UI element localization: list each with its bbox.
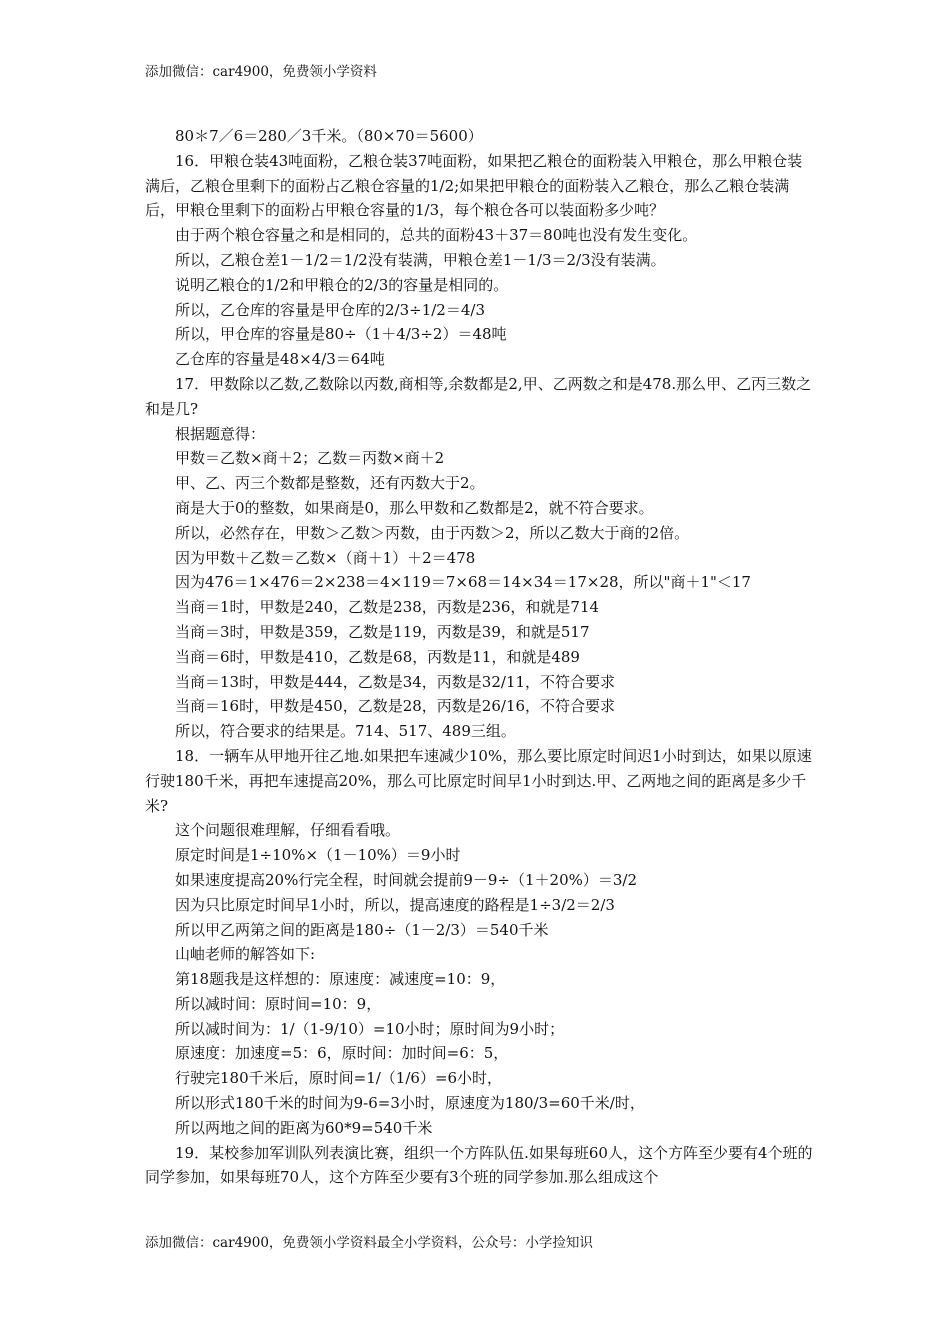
text-line: 行驶完180千米后，原时间=1/（1/6）=6小时， [175, 1069, 503, 1088]
text-line: 因为476＝1×476＝2×238＝4×119＝7×68＝14×34＝17×28，所以"商＋1"＜17 [175, 573, 751, 592]
page-header-watermark: 添加微信：car4900，免费领小学资料 [145, 64, 377, 80]
text-line: 所以，必然存在，甲数＞乙数＞丙数，由于丙数＞2，所以乙数大于商的2倍。 [175, 523, 690, 542]
text-line: 第18题我是这样想的：原速度：减速度=10：9， [175, 970, 506, 989]
text-line: 商是大于0的整数，如果商是0，那么甲数和乙数都是2，就不符合要求。 [175, 498, 654, 517]
text-line: 当商＝16时，甲数是450，乙数是28，丙数是26/16，不符合要求 [175, 697, 616, 716]
text-line: 所以甲乙两第之间的距离是180÷（1－2/3）＝540千米 [175, 920, 549, 939]
text-line: 当商＝1时，甲数是240，乙数是238，丙数是236，和就是714 [175, 598, 600, 617]
text-line: 因为甲数＋乙数＝乙数×（商＋1）＋2＝478 [175, 548, 476, 567]
text-line: 所以形式180千米的时间为9-6=3小时，原速度为180/3=60千米/时， [175, 1094, 645, 1113]
text-line: 当商＝3时，甲数是359，乙数是119，丙数是39，和就是517 [175, 622, 590, 641]
text-line: 乙仓库的容量是48×4/3＝64吨 [175, 350, 385, 369]
text-line: 所以，乙仓库的容量是甲仓库的2/3÷1/2＝4/3 [175, 300, 485, 319]
text-line: 所以两地之间的距离为60*9=540千米 [175, 1118, 433, 1137]
text-line: 这个问题很难理解，仔细看看哦。 [175, 821, 401, 840]
page-footer-watermark: 添加微信：car4900，免费领小学资料最全小学资料，公众号：小学捡知识 [145, 1235, 593, 1251]
text-line: 所以，乙粮仓差1－1/2＝1/2没有装满，甲粮仓差1－1/3＝2/3没有装满。 [175, 250, 666, 269]
text-line: 当商＝13时，甲数是444，乙数是34，丙数是32/11，不符合要求 [175, 672, 616, 691]
text-line: 所以减时间：原时间=10：9， [175, 994, 382, 1013]
text-line: 所以，甲仓库的容量是80÷（1＋4/3÷2）＝48吨 [175, 325, 507, 344]
text-line: 如果速度提高20%行完全程，时间就会提前9－9÷（1＋20%）＝3/2 [175, 870, 638, 889]
text-line: 因为只比原定时间早1小时，所以，提高速度的路程是1÷3/2＝2/3 [175, 895, 615, 914]
question-17: 17．甲数除以乙数,乙数除以丙数,商相等,余数都是2,甲、乙两数之和是478.那么甲、乙丙三数之和是几? [145, 374, 812, 418]
question-16: 16．甲粮仓装43吨面粉，乙粮仓装37吨面粉，如果把乙粮仓的面粉装入甲粮仓，那么甲粮仓装满后，乙粮仓里剩下的面粉占乙粮仓容量的1/2;如果把甲粮仓的面粉装入乙粮仓，那么乙粮仓装满后，甲粮仓里剩下的面粉占甲粮仓容量的1/3，每个粮仓各可以装面粉多少吨？ [145, 151, 803, 220]
text-line: 所以，符合要求的结果是。714、517、489三组。 [175, 722, 516, 741]
text-line: 山岫老师的解答如下: [175, 945, 316, 964]
text-line: 甲、乙、丙三个数都是整数，还有丙数大于2。 [175, 474, 485, 493]
text-line: 原速度：加速度=5：6，原时间：加时间=6：5， [175, 1044, 509, 1063]
question-19: 19．某校参加军训队列表演比赛，组织一个方阵队伍.如果每班60人，这个方阵至少要有4个班的同学参加，如果每班70人，这个方阵至少要有3个班的同学参加.那么组成这个 [145, 1143, 813, 1187]
text-line: 说明乙粮仓的1/2和甲粮仓的2/3的容量是相同的。 [175, 275, 509, 294]
document-body [145, 124, 813, 1190]
text-line: 原定时间是1÷10%×（1－10%）＝9小时 [175, 846, 461, 865]
text-line: 根据题意得： [175, 424, 266, 443]
text-line: 由于两个粮仓容量之和是相同的，总共的面粉43＋37＝80吨也没有发生变化。 [175, 226, 698, 245]
question-18: 18．一辆车从甲地开往乙地.如果把车速减少10%，那么要比原定时间迟1小时到达，如果以原速行驶180千米，再把车速提高20%，那么可比原定时间早1小时到达.甲、乙两地之间的距离是多少千米? [145, 746, 812, 815]
text-line: 所以减时间为：1/（1-9/10）=10小时；原时间为9小时； [175, 1019, 565, 1038]
text-line: 80＊7／6＝280／3千米。（80×70＝5600） [175, 127, 483, 145]
text-line: 当商＝6时，甲数是410，乙数是68，丙数是11，和就是489 [175, 647, 580, 666]
text-line: 甲数＝乙数×商＋2；乙数＝丙数×商＋2 [175, 449, 445, 468]
